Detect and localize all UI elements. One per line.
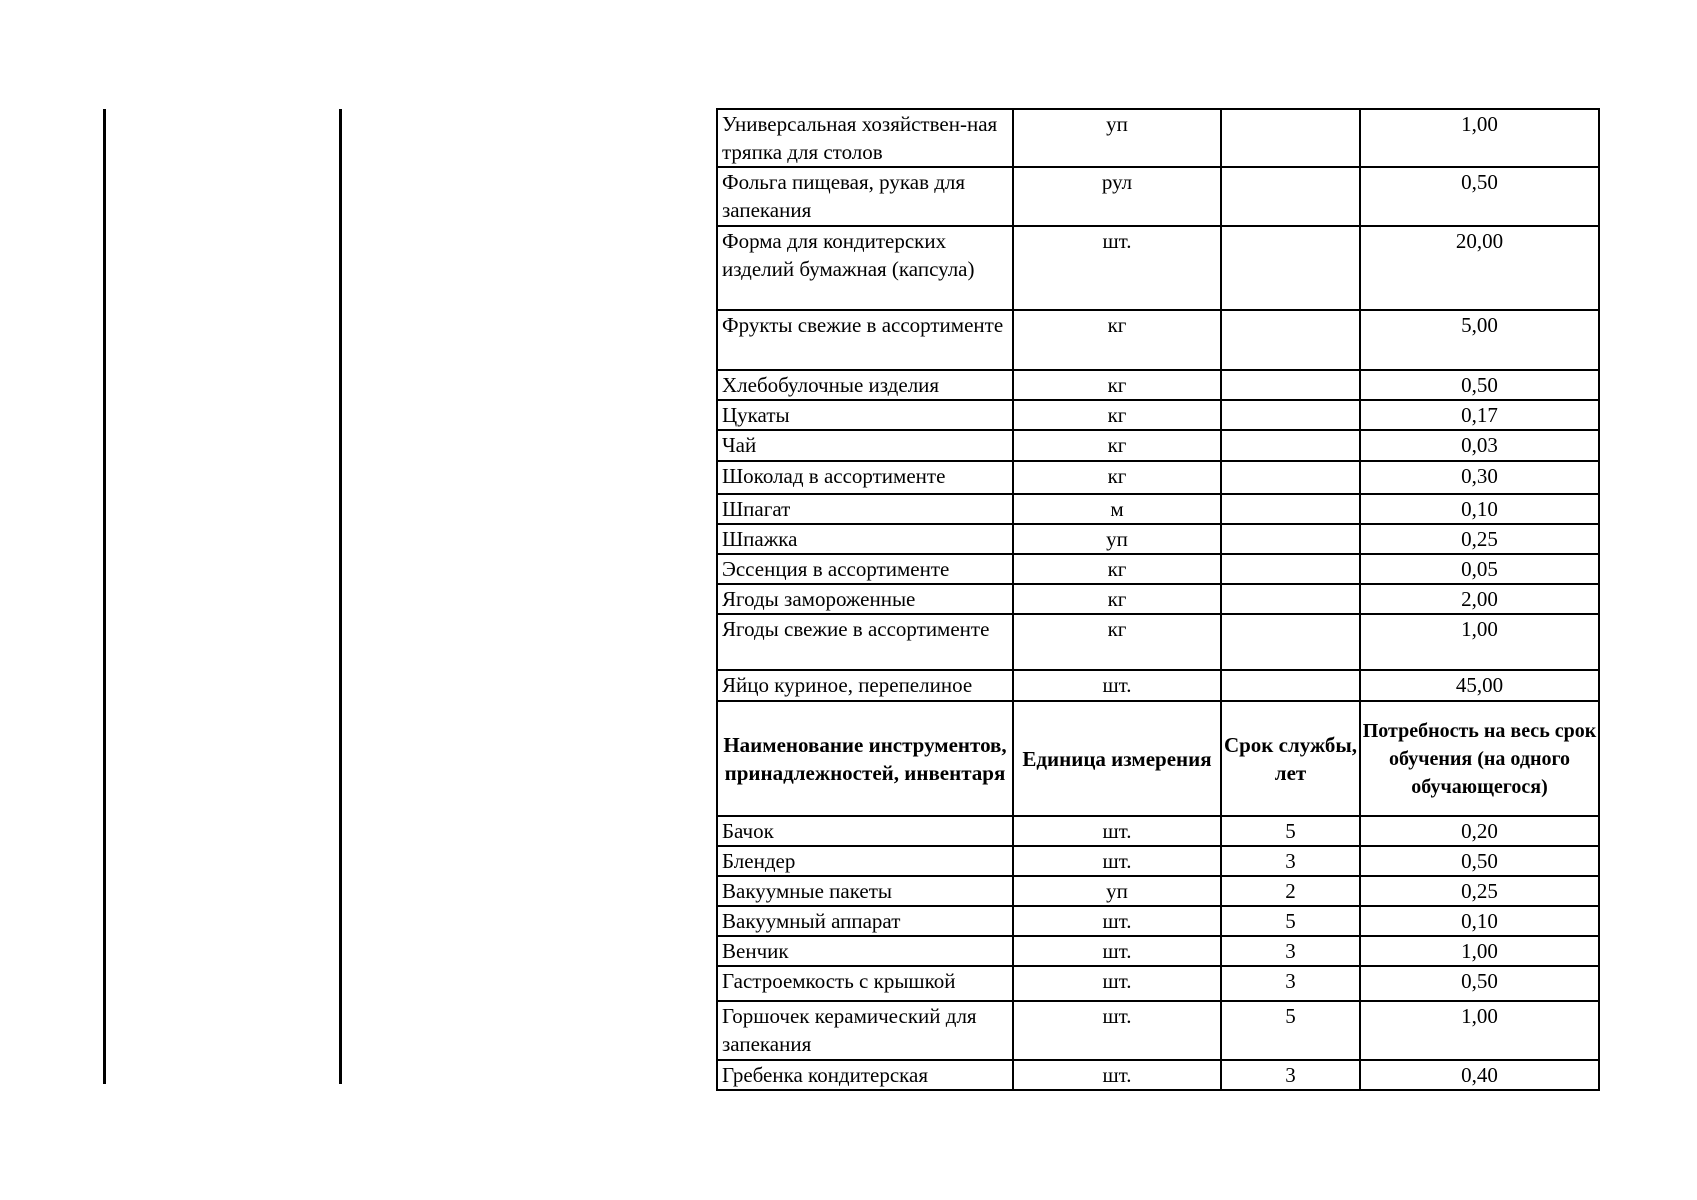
item-term [1221,670,1360,701]
item-term [1221,370,1360,400]
item-qty: 0,10 [1360,494,1599,524]
table-row [717,614,1599,670]
item-name: Ягоды замороженные [717,584,1013,614]
table-row [717,936,1599,966]
item-qty: 20,00 [1360,226,1599,310]
item-unit: уп [1013,524,1221,554]
item-term [1221,310,1360,370]
item-term [1221,430,1360,461]
item-name: Ягоды свежие в ассортименте [717,614,1013,670]
item-qty: 0,03 [1360,430,1599,461]
item-term: 2 [1221,876,1360,906]
item-term [1221,109,1360,167]
header-name: Наименование инструментов, принадлежностей, инвентаря [717,701,1013,816]
item-qty: 0,25 [1360,524,1599,554]
item-name: Гастроемкость с крышкой [717,966,1013,1001]
item-term [1221,584,1360,614]
item-name: Шпагат [717,494,1013,524]
item-name: Гребенка кондитерская [717,1060,1013,1090]
item-term [1221,226,1360,310]
item-name: Фольга пищевая, рукав для запекания [717,167,1013,226]
supplies-table [716,108,1600,1091]
item-unit: шт. [1013,1060,1221,1090]
item-qty: 0,05 [1360,554,1599,584]
item-qty: 1,00 [1360,614,1599,670]
item-qty: 0,50 [1360,167,1599,226]
item-unit: рул [1013,167,1221,226]
table-row [717,226,1599,310]
table-row [717,906,1599,936]
item-name: Форма для кондитерских изделий бумажная (капсула) [717,226,1013,310]
item-name: Эссенция в ассортименте [717,554,1013,584]
table-row [717,109,1599,167]
item-qty: 1,00 [1360,109,1599,167]
item-term [1221,400,1360,430]
item-qty: 0,50 [1360,966,1599,1001]
table-row [717,584,1599,614]
item-name: Шоколад в ассортименте [717,461,1013,494]
item-qty: 1,00 [1360,936,1599,966]
item-qty: 0,50 [1360,846,1599,876]
item-unit: уп [1013,876,1221,906]
item-name: Блендер [717,846,1013,876]
item-term: 3 [1221,936,1360,966]
item-unit: кг [1013,554,1221,584]
table-row [717,554,1599,584]
item-term: 3 [1221,1060,1360,1090]
item-unit: шт. [1013,966,1221,1001]
item-qty: 1,00 [1360,1001,1599,1060]
table-row [717,1001,1599,1060]
item-unit: шт. [1013,1001,1221,1060]
table-row [717,370,1599,400]
table-row [717,400,1599,430]
left-margin-line-1 [103,109,106,1084]
table-row [717,430,1599,461]
table-row [717,1060,1599,1090]
item-term [1221,614,1360,670]
item-name: Бачок [717,816,1013,846]
item-name: Венчик [717,936,1013,966]
item-qty: 0,25 [1360,876,1599,906]
item-term: 3 [1221,966,1360,1001]
item-term [1221,524,1360,554]
item-name: Цукаты [717,400,1013,430]
item-unit: шт. [1013,846,1221,876]
item-unit: шт. [1013,816,1221,846]
item-unit: кг [1013,310,1221,370]
tools-header-row [717,701,1599,816]
item-term [1221,554,1360,584]
item-qty: 2,00 [1360,584,1599,614]
item-qty: 0,30 [1360,461,1599,494]
item-qty: 0,40 [1360,1060,1599,1090]
item-qty: 0,50 [1360,370,1599,400]
item-name: Горшочек керамический для запекания [717,1001,1013,1060]
item-unit: кг [1013,461,1221,494]
left-margin-line-2 [339,109,342,1084]
item-unit: шт. [1013,906,1221,936]
table-row [717,816,1599,846]
table-row [717,167,1599,226]
table-row [717,461,1599,494]
item-qty: 0,20 [1360,816,1599,846]
item-unit: кг [1013,400,1221,430]
item-unit: уп [1013,109,1221,167]
table-row [717,310,1599,370]
item-unit: м [1013,494,1221,524]
table-row [717,670,1599,701]
item-name: Чай [717,430,1013,461]
header-qty: Потребность на весь срок обучения (на одного обучающегося) [1360,701,1599,816]
item-name: Шпажка [717,524,1013,554]
table-row [717,524,1599,554]
table-row [717,966,1599,1001]
item-name: Хлебобулочные изделия [717,370,1013,400]
item-unit: шт. [1013,670,1221,701]
item-term [1221,461,1360,494]
item-term [1221,167,1360,226]
item-name: Яйцо куриное, перепелиное [717,670,1013,701]
header-term: Срок службы, лет [1221,701,1360,816]
item-name: Вакуумные пакеты [717,876,1013,906]
item-term: 5 [1221,906,1360,936]
item-qty: 0,17 [1360,400,1599,430]
item-unit: шт. [1013,936,1221,966]
item-name: Универсальная хозяйствен-ная тряпка для столов [717,109,1013,167]
item-qty: 45,00 [1360,670,1599,701]
item-qty: 5,00 [1360,310,1599,370]
item-unit: кг [1013,430,1221,461]
item-unit: кг [1013,614,1221,670]
item-term: 5 [1221,816,1360,846]
item-term: 5 [1221,1001,1360,1060]
table-row [717,494,1599,524]
item-unit: кг [1013,584,1221,614]
table-row [717,876,1599,906]
item-name: Вакуумный аппарат [717,906,1013,936]
item-name: Фрукты свежие в ассортименте [717,310,1013,370]
item-term: 3 [1221,846,1360,876]
header-unit: Единица измерения [1013,701,1221,816]
item-qty: 0,10 [1360,906,1599,936]
item-unit: кг [1013,370,1221,400]
table-row [717,846,1599,876]
item-term [1221,494,1360,524]
item-unit: шт. [1013,226,1221,310]
